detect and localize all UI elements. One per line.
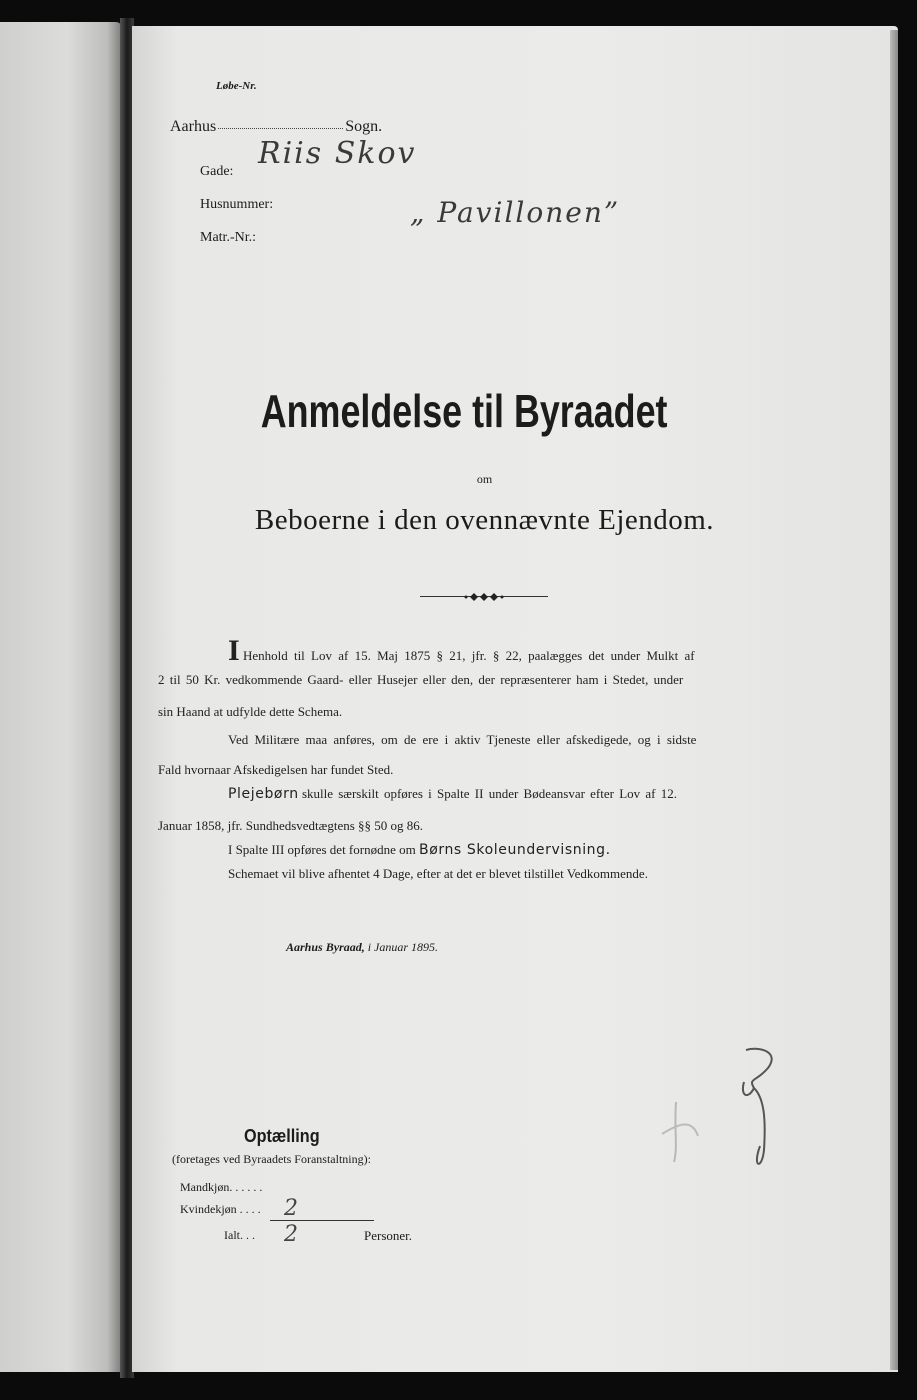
- paragraph-3-line-1: [228, 786, 677, 802]
- lobe-nr-label: Løbe-Nr.: [216, 80, 257, 92]
- sum-underline: [270, 1220, 374, 1221]
- handwritten-initials-mark: [648, 1038, 788, 1178]
- counting-title: Optælling: [244, 1126, 320, 1146]
- city-label: Aarhus: [170, 118, 217, 135]
- p1-line1-text: Henhold til Lov af 15. Maj 1875 § 21, jfr. § 22, paalægges det under Mulkt af: [242, 648, 695, 663]
- paragraph-1-line-1: [228, 634, 695, 668]
- document-title: Anmeldelse til Byraadet: [260, 385, 668, 437]
- p4-prefix-text: I Spalte III opføres det fornødne om: [228, 842, 416, 857]
- paragraph-4: [228, 842, 611, 858]
- husnummer-handwritten-value: „ Pavillonen”: [410, 196, 621, 229]
- issuer-name: Aarhus Byraad,: [286, 940, 365, 954]
- parish-line: [170, 118, 382, 136]
- husnummer-label: Husnummer:: [200, 197, 274, 212]
- counting-note: (foretages ved Byraadets Foranstaltning):: [172, 1152, 371, 1166]
- skoleundervisning-emphasis: Børns Skoleundervisning.: [418, 842, 611, 858]
- parish-dotted-blank: [218, 128, 343, 129]
- paragraph-3-line-2: Januar 1858, jfr. Sundhedsvedtægtens §§ 50 og 86.: [158, 818, 424, 833]
- issuer-signature: [286, 940, 438, 955]
- kvindekjon-label: Kvindekjøn . . . .: [180, 1202, 261, 1216]
- mandkjon-label: Mandkjøn. . . . . .: [180, 1180, 263, 1194]
- divider-diamonds-icon: [420, 592, 548, 602]
- personer-label: Personer.: [364, 1228, 413, 1243]
- ialt-handwritten-value: 2: [284, 1222, 298, 1247]
- parish-suffix: Sogn.: [345, 118, 383, 135]
- paragraph-2-line-2: Fald hvornaar Afskedigelsen har fundet Sted.: [158, 762, 394, 777]
- kvindekjon-handwritten-value: 2: [284, 1196, 298, 1221]
- decorative-divider: [420, 592, 548, 602]
- paragraph-2-line-1: Ved Militære maa anføres, om de ere i aktiv Tjeneste eller afskedigede, og i sidste: [228, 732, 697, 747]
- page-edge-shadow: [890, 30, 898, 1370]
- ialt-label: Ialt. . .: [224, 1228, 255, 1242]
- paragraph-5: Schemaet vil blive afhentet 4 Dage, efter at det er blevet tilstillet Vedkommende.: [228, 866, 648, 881]
- matr-label: Matr.-Nr.:: [200, 230, 256, 245]
- gade-handwritten-value: Riis Skov: [258, 136, 417, 171]
- paragraph-1-line-2: 2 til 50 Kr. vedkommende Gaard- eller Husejer eller den, der repræsenterer ham i Stedet, under: [158, 672, 684, 687]
- previous-page-edge: [0, 22, 122, 1372]
- plejeborn-emphasis: Plejebørn: [228, 786, 299, 802]
- gade-label: Gade:: [200, 164, 234, 179]
- om-text: om: [476, 472, 493, 486]
- issuer-date: i Januar 1895.: [367, 940, 439, 954]
- drop-cap: I: [228, 634, 240, 667]
- document-subtitle: Beboerne i den ovennævnte Ejendom.: [254, 504, 715, 536]
- paragraph-1-line-3: sin Haand at udfylde dette Schema.: [158, 704, 343, 719]
- p3-line1-text: skulle særskilt opføres i Spalte II under Bødeansvar efter Lov af 12.: [301, 786, 678, 801]
